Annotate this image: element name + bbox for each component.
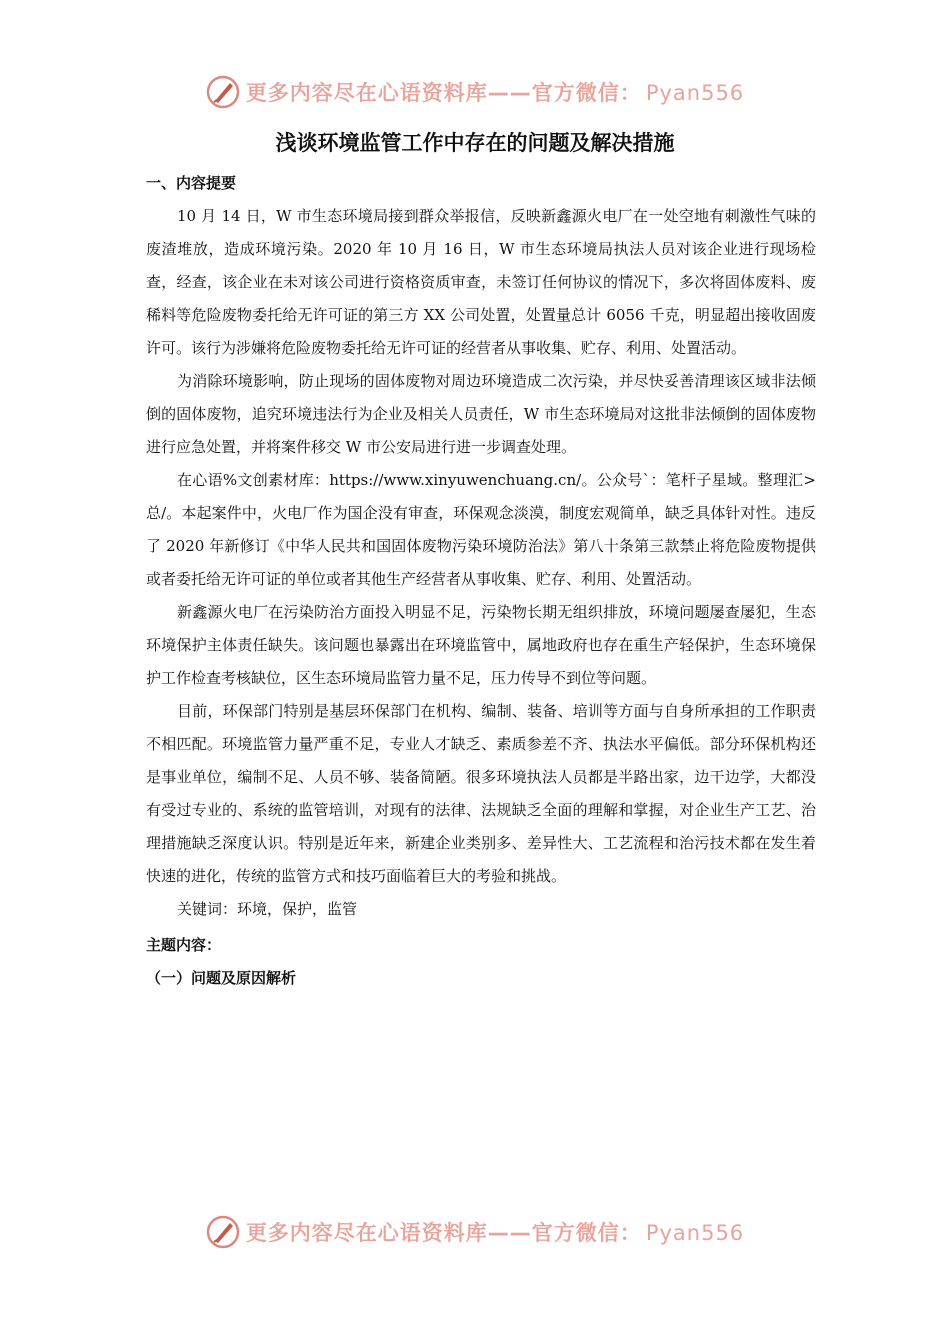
banner-wechat-id: Pyan556 (645, 1221, 745, 1245)
keywords-line: 关键词：环境，保护，监管 (177, 900, 358, 918)
banner-text (246, 1217, 744, 1247)
document-body (146, 172, 816, 995)
quill-logo-icon (206, 75, 240, 109)
quill-logo-icon (206, 1215, 240, 1249)
paragraph: 在心语%文创素材库：https://www.xinyuwenchuang.cn/。公众号`：笔杆子星域。整理汇>总/。本起案件中，火电厂作为国企没有审查，环保观念淡漠，制度宏观简单，缺乏具体针对性。违反了 2020 年新修订《中华人民共和国固体废物污染环境防治法》第八十条第三款禁止将危险废物提供或者委托给无许可证的单位或者其他生产经营者从事收集、贮存、利用、处置活动。 (146, 471, 816, 588)
section-heading-summary: 一、内容提要 (146, 174, 237, 192)
paragraph: 为消除环境影响，防止现场的固体废物对周边环境造成二次污染，并尽快妥善清理该区域非法倾倒的固体废物，追究环境违法行为企业及相关人员责任，W 市生态环境局对这批非法倾倒的固体废物进行应急处置，并将案件移交 W 市公安局进行进一步调查处理。 (146, 372, 816, 456)
paragraph: 新鑫源火电厂在污染防治方面投入明显不足，污染物长期无组织排放，环境问题屡查屡犯，生态环境保护主体责任缺失。该问题也暴露出在环境监管中，属地政府也存在重生产轻保护，生态环境保护工作检查考核缺位，区生态环境局监管力量不足，压力传导不到位等问题。 (146, 603, 816, 687)
banner-label: 更多内容尽在心语资料库——官方微信： (245, 81, 642, 105)
banner-wechat-id: Pyan556 (645, 81, 745, 105)
subsection-heading: （一）问题及原因解析 (146, 969, 297, 987)
document-title: 浅谈环境监管工作中存在的问题及解决措施 (275, 131, 675, 155)
header-banner (0, 72, 950, 112)
footer-banner (0, 1212, 950, 1252)
paragraph: 目前，环保部门特别是基层环保部门在机构、编制、装备、培训等方面与自身所承担的工作职责不相匹配。环境监管力量严重不足，专业人才缺乏、素质参差不齐、执法水平偏低。部分环保机构还是事业单位，编制不足、人员不够、装备简陋。很多环境执法人员都是半路出家，边干边学，大都没有受过专业的、系统的监管培训，对现有的法律、法规缺乏全面的理解和掌握，对企业生产工艺、治理措施缺乏深度认识。特别是近年来，新建企业类别多、差异性大、工艺流程和治污技术都在发生着快速的进化，传统的监管方式和技巧面临着巨大的考验和挑战。 (146, 702, 816, 885)
paragraph: 10 月 14 日，W 市生态环境局接到群众举报信，反映新鑫源火电厂在一处空地有刺激性气味的废渣堆放，造成环境污染。2020 年 10 月 16 日，W 市生态环境局执法人员对该企业进行现场检查，经查，该企业在未对该公司进行资格资质审查，未签订任何协议的情况下，多次将固体废料、废稀料等危险废物委托给无许可证的第三方 XX 公司处置，处置量总计 6056 千克，明显超出接收固废许可。该行为涉嫌将危险废物委托给无许可证的经营者从事收集、贮存、利用、处置活动。 (146, 207, 816, 357)
section-heading-main: 主题内容： (146, 936, 222, 954)
banner-text (246, 77, 744, 107)
banner-label: 更多内容尽在心语资料库——官方微信： (245, 1221, 642, 1245)
